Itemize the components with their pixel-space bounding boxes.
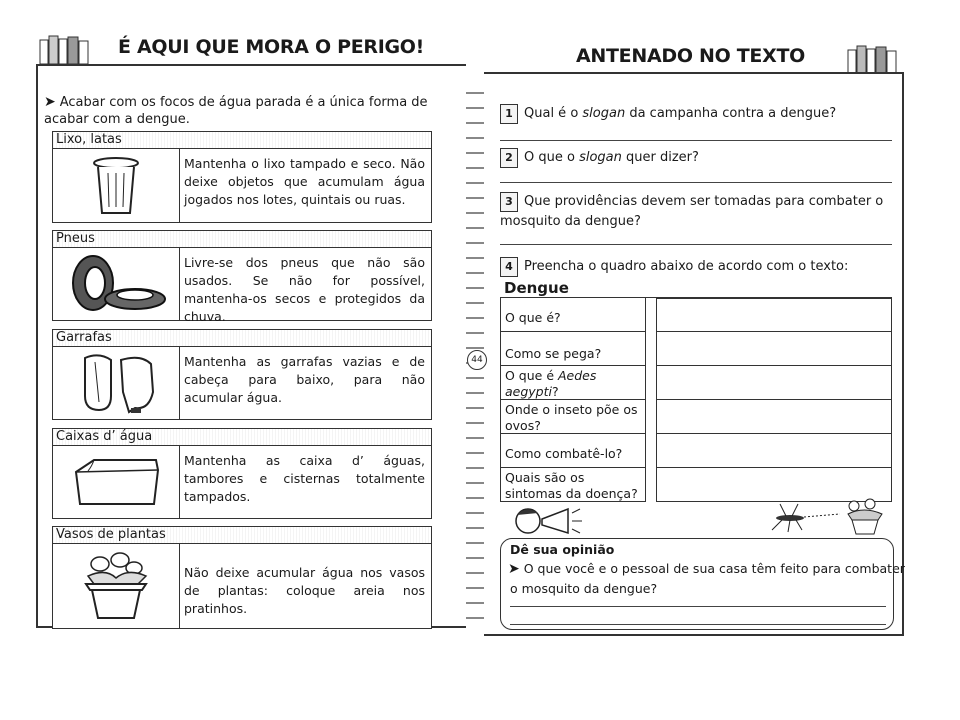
table-row-label: O que é Aedes aegypti? (500, 366, 646, 400)
panel-heading: Vasos de plantas (53, 527, 431, 544)
bottles-icon (71, 352, 161, 414)
table-title: Dengue (504, 279, 569, 297)
spiral-ring (466, 107, 484, 109)
spiral-ring (466, 542, 484, 544)
answer-line[interactable] (500, 182, 892, 183)
answer-line[interactable] (510, 624, 886, 625)
spiral-ring (466, 527, 484, 529)
spiral-ring (466, 302, 484, 304)
spiral-ring (466, 317, 484, 319)
intro-text: ➤ Acabar com os focos de água parada é a única forma de acabar com a dengue. (44, 94, 428, 127)
mosquito-icon (762, 500, 842, 534)
spiral-ring (466, 617, 484, 619)
spiral-ring (466, 212, 484, 214)
spiral-ring (466, 602, 484, 604)
spiral-ring (466, 122, 484, 124)
answer-line[interactable] (500, 140, 892, 141)
arrow-icon: ➤ (44, 94, 56, 110)
spiral-ring (466, 152, 484, 154)
answer-line[interactable] (510, 606, 886, 607)
answer-cell[interactable] (656, 366, 892, 400)
spiral-ring (466, 287, 484, 289)
table-row-label: Quais são os sintomas da doença? (500, 468, 646, 502)
panel-text: Mantenha as caixa d’ águas, tambores e cisternas totalmente tampados. (184, 453, 425, 504)
opinion-heading: Dê sua opinião (510, 542, 615, 557)
table-row-label: Onde o inseto põe os ovos? (500, 400, 646, 434)
page-number: 44 (467, 350, 487, 370)
spiral-ring (466, 272, 484, 274)
question-number: 2 (500, 148, 518, 168)
spiral-ring (466, 182, 484, 184)
panel-heading: Garrafas (53, 330, 431, 347)
spiral-ring (466, 497, 484, 499)
spiral-ring (466, 467, 484, 469)
spiral-ring (466, 332, 484, 334)
spiral-ring (466, 137, 484, 139)
spiral-ring (466, 512, 484, 514)
panel-text: Não deixe acumular água nos vasos de plantas: coloque areia nos pratinhos. (184, 565, 425, 616)
panel-text: Livre-se dos pneus que não são usados. Se não for possível, mantenha-os secos e protegidos da chuva. (184, 255, 425, 324)
spiral-ring (466, 557, 484, 559)
spiral-ring (466, 242, 484, 244)
spiral-ring (466, 452, 484, 454)
left-page-title: É AQUI QUE MORA O PERIGO! (118, 36, 425, 58)
water-tank-icon (66, 454, 166, 510)
spiral-ring (466, 167, 484, 169)
spiral-ring (466, 587, 484, 589)
spiral-ring (466, 392, 484, 394)
spiral-ring (466, 347, 484, 349)
panel-heading: Caixas d’ água (53, 429, 431, 446)
panel-water-tank (52, 428, 432, 519)
panel-trash (52, 131, 432, 223)
spiral-ring (466, 197, 484, 199)
flower-pot-icon (76, 550, 156, 622)
question-number: 4 (500, 257, 518, 277)
spiral-ring (466, 227, 484, 229)
question-number: 1 (500, 104, 518, 124)
panel-heading: Lixo, latas (53, 132, 431, 149)
panel-flower-pot (52, 526, 432, 629)
answer-cell[interactable] (656, 434, 892, 468)
dengue-table (500, 297, 892, 502)
opinion-question: ➤ O que você e o pessoal de sua casa têm feito para combater (508, 561, 905, 577)
panel-text: Mantenha o lixo tampado e seco. Não deixe objetos que acumulam água jogados nos lotes, quintais ou ruas. (184, 156, 425, 207)
right-page-title: ANTENADO NO TEXTO (576, 45, 805, 67)
panel-bottles (52, 329, 432, 420)
answer-line[interactable] (500, 244, 892, 245)
spiral-ring (466, 257, 484, 259)
trash-can-icon (88, 155, 144, 217)
boy-megaphone-icon (514, 503, 584, 539)
question-1: 1 Qual é o slogan da campanha contra a dengue? (500, 104, 836, 124)
table-row-label: O que é? (500, 298, 646, 332)
table-row-label: Como se pega? (500, 332, 646, 366)
panel-tires (52, 230, 432, 324)
answer-cell[interactable] (656, 468, 892, 502)
answer-cell[interactable] (656, 298, 892, 332)
flower-pot-icon (840, 498, 890, 536)
panel-text: Mantenha as garrafas vazias e de cabeça para baixo, para não acumular água. (184, 354, 425, 405)
panel-heading: Pneus (53, 231, 431, 248)
opinion-question-line2: o mosquito da dengue? (510, 581, 658, 596)
question-3: 3 Que providências devem ser tomadas para combater o (500, 192, 883, 212)
question-3-line2: mosquito da dengue? (500, 214, 641, 229)
spiral-ring (466, 482, 484, 484)
tires-icon (63, 253, 169, 315)
spiral-ring (466, 422, 484, 424)
spiral-ring (466, 572, 484, 574)
table-row-label: Como combatê-lo? (500, 434, 646, 468)
arrow-icon: ➤ (508, 561, 520, 577)
answer-cell[interactable] (656, 400, 892, 434)
question-4: 4 Preencha o quadro abaixo de acordo com o texto: (500, 257, 848, 277)
spiral-ring (466, 92, 484, 94)
question-2: 2 O que o slogan quer dizer? (500, 148, 699, 168)
spiral-ring (466, 377, 484, 379)
question-number: 3 (500, 192, 518, 212)
answer-cell[interactable] (656, 332, 892, 366)
books-icon (38, 34, 92, 66)
spiral-ring (466, 407, 484, 409)
spiral-ring (466, 437, 484, 439)
